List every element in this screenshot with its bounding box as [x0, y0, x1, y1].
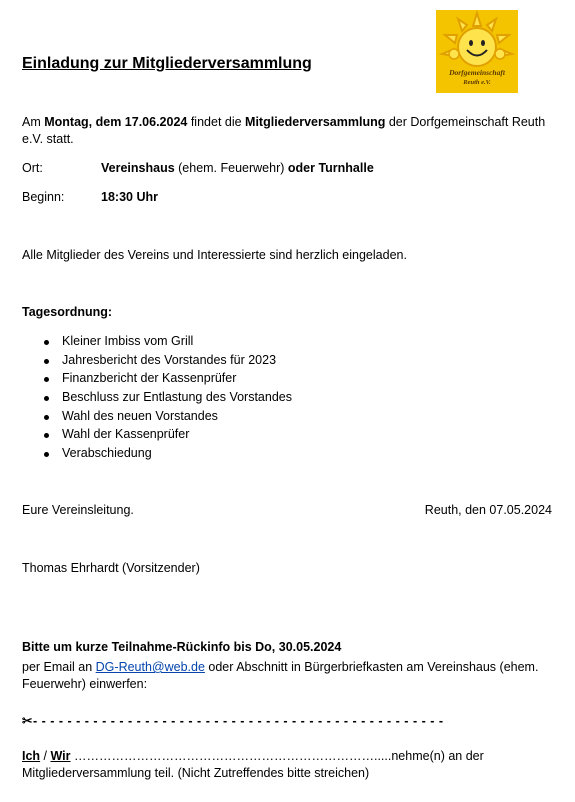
agenda-item: Wahl des neuen Vorstandes	[22, 407, 292, 426]
rsvp-text-part: oder Abschnitt in Bürgerbriefkasten am Vereinshaus (ehem. Feuerwehr) einwerfen:	[22, 660, 539, 691]
rsvp-text	[22, 659, 542, 693]
agenda-item: Verabschiedung	[22, 444, 292, 463]
logo-text-line1: Dorfgemeinschaft	[449, 68, 505, 77]
start-row	[22, 190, 158, 204]
agenda-item: Kleiner Imbiss vom Grill	[22, 332, 292, 351]
agenda-heading: Tagesordnung:	[22, 305, 113, 319]
location-label: Ort:	[22, 161, 43, 175]
closing-date: Reuth, den 07.05.2024	[424, 503, 552, 517]
scissors-icon: ✂	[22, 714, 33, 728]
page-title: Einladung zur Mitgliederversammlung	[22, 55, 312, 72]
option-ich: Ich	[22, 749, 41, 763]
signature: Thomas Ehrhardt (Vorsitzender)	[22, 561, 200, 575]
intro-text: Am	[22, 115, 45, 129]
intro-text: findet die	[187, 115, 246, 129]
option-wir: Wir	[50, 749, 71, 763]
cut-line	[22, 713, 444, 728]
start-label: Beginn:	[22, 190, 65, 204]
agenda-item: Wahl der Kassenprüfer	[22, 425, 292, 444]
meeting-name: Mitgliederversammlung	[245, 115, 386, 129]
location-row	[22, 161, 374, 175]
reply-text: nehme(n) an der Mitgliederversammlung teil. (Nicht Zutreffendes bitte streichen)	[22, 749, 484, 780]
intro-paragraph	[22, 114, 552, 148]
logo-text-line2: Reuth e.V.	[463, 79, 491, 86]
intro-text: der Dorfgemeinschaft Reuth e.V. statt.	[22, 115, 546, 146]
reply-form	[22, 748, 547, 782]
rsvp-heading: Bitte um kurze Teilnahme-Rückinfo bis Do, 30.05.2024	[22, 640, 342, 654]
start-time: 18:30 Uhr	[101, 190, 158, 204]
location-value: Vereinshaus	[101, 161, 175, 175]
club-logo	[436, 10, 518, 93]
name-fill-line: ……………………………………………………………….....	[70, 749, 392, 763]
email-link[interactable]: DG-Reuth@web.de	[95, 660, 205, 674]
rsvp-text-part: per Email an	[22, 660, 96, 674]
sun-logo-icon	[436, 10, 518, 93]
location-note: (ehem. Feuerwehr)	[174, 161, 288, 175]
agenda-item: Jahresbericht des Vorstandes für 2023	[22, 351, 292, 370]
meeting-date: Montag, dem 17.06.2024	[44, 115, 188, 129]
agenda-item: Beschluss zur Entlastung des Vorstandes	[22, 388, 292, 407]
dashed-line: - - - - - - - - - - - - - - - - - - - - - - - - - - - - - - - - - - - - - - - - - - - - - - - -	[32, 714, 444, 728]
agenda-item: Finanzbericht der Kassenprüfer	[22, 369, 292, 388]
location-alt: oder Turnhalle	[287, 161, 374, 175]
welcome-text: Alle Mitglieder des Vereins und Interessierte sind herzlich eingeladen.	[22, 248, 407, 262]
separator: /	[40, 749, 51, 763]
agenda-list	[22, 332, 292, 463]
closing-left: Eure Vereinsleitung.	[22, 503, 134, 517]
